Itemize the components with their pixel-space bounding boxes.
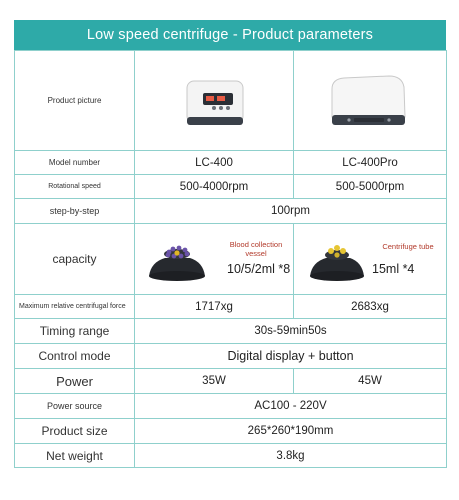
label-model-number: Model number bbox=[15, 151, 135, 175]
row-rotational-speed bbox=[15, 175, 447, 199]
row-max-rcf bbox=[15, 295, 447, 319]
centrifuge-lc400-image bbox=[135, 51, 294, 150]
picture-lc-400pro bbox=[294, 51, 447, 151]
row-power-source bbox=[15, 394, 447, 419]
row-power bbox=[15, 369, 447, 394]
picture-lc-400 bbox=[135, 51, 294, 151]
row-product-size bbox=[15, 419, 447, 444]
row-capacity bbox=[15, 224, 447, 295]
value-capacity-lc400pro: 15ml *4 bbox=[372, 262, 415, 276]
label-max-rcf: Maximum relative centrifugal force bbox=[15, 295, 135, 319]
row-model-number bbox=[15, 151, 447, 175]
value-power-lc400pro: 45W bbox=[294, 369, 447, 394]
label-product-size: Product size bbox=[15, 419, 135, 444]
capacity-lc400 bbox=[135, 224, 294, 295]
value-step: 100rpm bbox=[135, 199, 447, 224]
label-net-weight: Net weight bbox=[15, 444, 135, 468]
caption-centrifuge-tube: Centrifuge tube bbox=[382, 242, 434, 251]
value-speed-lc400pro: 500-5000rpm bbox=[294, 175, 447, 199]
value-speed-lc400: 500-4000rpm bbox=[135, 175, 294, 199]
value-power-source: AC100 - 220V bbox=[135, 394, 447, 419]
rotor-4-tube-image bbox=[294, 224, 447, 294]
value-net-weight: 3.8kg bbox=[135, 444, 447, 468]
rotor-8-tube-image bbox=[135, 224, 294, 294]
page-title: Low speed centrifuge - Product parameters bbox=[86, 27, 374, 43]
row-step-by-step bbox=[15, 199, 447, 224]
label-timing-range: Timing range bbox=[15, 319, 135, 344]
value-rcf-lc400pro: 2683xg bbox=[294, 295, 447, 319]
centrifuge-lc400pro-image bbox=[294, 51, 447, 150]
row-net-weight bbox=[15, 444, 447, 468]
label-step-by-step: step-by-step bbox=[15, 199, 135, 224]
label-rotational-speed: Rotational speed bbox=[15, 175, 135, 199]
value-model-lc400: LC-400 bbox=[135, 151, 294, 175]
label-power-source: Power source bbox=[15, 394, 135, 419]
page-header bbox=[14, 20, 446, 50]
value-rcf-lc400: 1717xg bbox=[135, 295, 294, 319]
row-timing-range bbox=[15, 319, 447, 344]
label-power: Power bbox=[15, 369, 135, 394]
value-power-lc400: 35W bbox=[135, 369, 294, 394]
value-capacity-lc400: 10/5/2ml *8 bbox=[227, 262, 291, 276]
caption-blood-collection: Blood collection vessel bbox=[229, 240, 283, 258]
value-timing: 30s-59min50s bbox=[135, 319, 447, 344]
label-capacity: capacity bbox=[15, 224, 135, 295]
capacity-lc400pro bbox=[294, 224, 447, 295]
label-product-picture: Product picture bbox=[15, 51, 135, 151]
parameters-table bbox=[14, 50, 447, 468]
row-product-picture bbox=[15, 51, 447, 151]
row-control-mode bbox=[15, 344, 447, 369]
label-control-mode: Control mode bbox=[15, 344, 135, 369]
value-control: Digital display + button bbox=[135, 344, 447, 369]
value-model-lc400pro: LC-400Pro bbox=[294, 151, 447, 175]
value-product-size: 265*260*190mm bbox=[135, 419, 447, 444]
